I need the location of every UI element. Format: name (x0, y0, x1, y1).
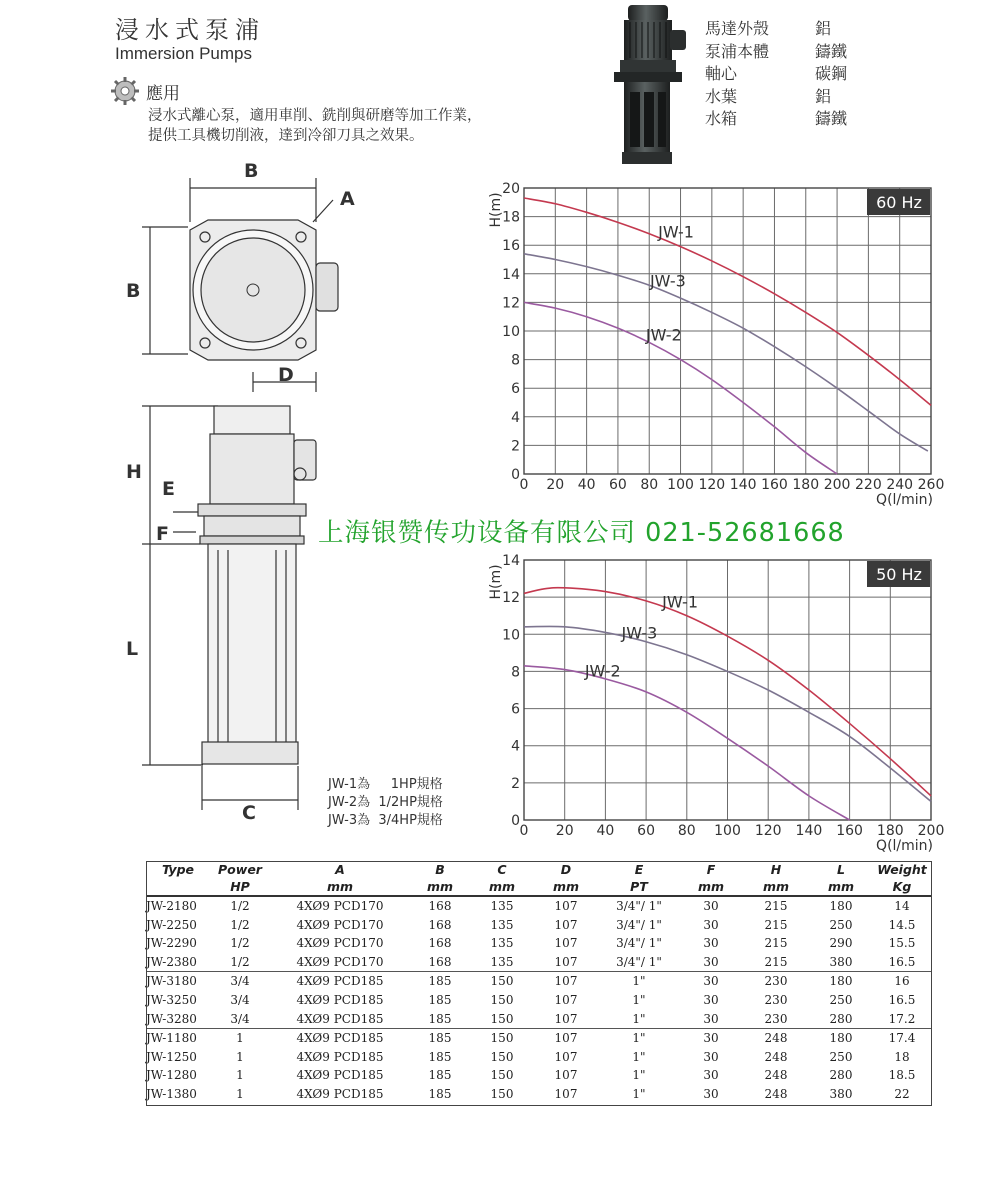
table-cell: 185 (428, 1068, 452, 1083)
dimension-drawing (118, 160, 358, 832)
table-cell: 30 (680, 972, 742, 991)
table-cell: 30 (703, 899, 719, 913)
specification-table (146, 861, 932, 1104)
material-value: 鋁 (815, 86, 832, 106)
table-cell: 107 (554, 992, 578, 1007)
table-cell: JW-2290 (146, 936, 197, 951)
table-cell: JW-2180 (146, 899, 197, 913)
table-cell: 22 (894, 1086, 910, 1101)
y-tick-label: 8 (511, 664, 520, 681)
table-cell: 1/2 (230, 899, 250, 913)
table-cell: 1" (632, 1011, 646, 1026)
y-tick-label: 10 (502, 324, 520, 340)
label-h: H (126, 461, 142, 483)
table-cell: 180 (829, 899, 853, 913)
table-header-unit: mm (270, 878, 410, 896)
table-cell: 107 (554, 917, 578, 932)
table-cell: 135 (490, 936, 514, 951)
x-tick-label: 60 (637, 823, 656, 839)
x-tick-label: 260 (917, 477, 945, 493)
table-cell: 168 (428, 917, 452, 932)
table-header-unit: mm (534, 878, 598, 896)
x-tick-label: 220 (855, 477, 882, 493)
table-cell: 4XØ9 PCD170 (296, 936, 384, 951)
table-cell: 1" (632, 1068, 646, 1083)
table-cell: 14 (894, 899, 910, 913)
spec-note-jw1: JW-1為 1HP規格 (328, 777, 443, 792)
table-cell: 185 (428, 1086, 452, 1101)
x-tick-label: 140 (729, 477, 757, 493)
table-row (146, 1029, 932, 1048)
table-cell: 16.5 (888, 992, 916, 1007)
table-header: C (497, 862, 507, 877)
table-cell: 215 (764, 899, 788, 913)
table-cell: 248 (742, 1029, 810, 1048)
pump-curve-chart-50hz (470, 550, 960, 855)
table-cell: 250 (829, 992, 853, 1007)
table-cell: 107 (554, 1068, 578, 1083)
application-line-1: 浸水式離心泵，適用車削、銑削與研磨等加工作業， (148, 108, 482, 124)
table-cell: 3/4"/ 1" (616, 899, 662, 913)
series-label-jw-3: JW-3 (621, 623, 658, 643)
table-cell: 185 (410, 972, 470, 991)
table-cell: 30 (703, 1086, 719, 1101)
table-row (146, 972, 932, 991)
x-tick-label: 40 (596, 823, 615, 839)
company-watermark: 上海银赞传功设备有限公司 021-52681668 (318, 518, 845, 548)
table-header-unit (146, 878, 210, 896)
material-part: 水箱 (705, 109, 738, 128)
table-cell: 1 (236, 1049, 244, 1064)
y-axis-label: H(m) (488, 192, 504, 228)
table-row (146, 953, 932, 972)
y-tick-label: 6 (511, 381, 520, 398)
table-header-unit: mm (680, 878, 742, 896)
table-header: D (560, 862, 572, 877)
pump-column (208, 544, 296, 750)
pump-photo (600, 0, 700, 170)
table-cell: 215 (764, 936, 788, 951)
y-tick-label: 14 (502, 553, 520, 569)
gear-icon (110, 76, 140, 106)
pump-curve-chart-60hz (470, 178, 960, 508)
table-cell: 15.5 (888, 936, 916, 951)
table-header: A (335, 862, 345, 877)
table-cell: 168 (428, 936, 452, 951)
table-cell: 30 (703, 1068, 719, 1083)
table-cell: 30 (703, 917, 719, 932)
y-tick-label: 8 (511, 352, 520, 369)
y-tick-label: 2 (511, 775, 520, 792)
y-tick-label: 14 (502, 266, 520, 283)
y-tick-label: 20 (502, 181, 520, 197)
table-row (146, 896, 932, 916)
table-cell: 3/4 (230, 1011, 250, 1026)
y-tick-label: 6 (511, 701, 520, 718)
label-l: L (126, 638, 139, 660)
x-tick-label: 200 (917, 823, 945, 839)
table-header: H (770, 862, 782, 877)
series-line-jw-3 (524, 254, 928, 451)
table-cell: 1" (632, 1086, 646, 1101)
table-header: E (634, 862, 644, 877)
label-f: F (156, 523, 169, 545)
x-tick-label: 160 (761, 477, 788, 493)
spec-note-jw2: JW-2為 1/2HP規格 (328, 795, 443, 810)
table-cell: 150 (490, 1068, 514, 1083)
x-tick-label: 40 (577, 477, 596, 493)
material-part: 水葉 (705, 86, 738, 106)
table-cell: 168 (428, 899, 452, 913)
table-header-unit: mm (470, 878, 534, 896)
x-tick-label: 140 (795, 823, 823, 839)
y-tick-label: 0 (511, 467, 520, 483)
material-value: 鑄鐵 (815, 109, 848, 128)
x-tick-label: 20 (555, 823, 574, 839)
x-tick-label: 60 (609, 477, 627, 493)
table-cell: 4XØ9 PCD170 (296, 954, 384, 969)
table-cell: 107 (554, 899, 578, 913)
table-header-unit: HP (210, 878, 270, 896)
table-cell: JW-1380 (146, 1086, 197, 1101)
table-cell: 30 (703, 954, 719, 969)
table-cell: 4XØ9 PCD185 (270, 972, 410, 991)
table-cell: JW-3250 (146, 992, 197, 1007)
x-tick-label: 120 (754, 823, 782, 839)
table-cell: JW-1280 (146, 1068, 197, 1083)
table-cell: 135 (490, 917, 514, 932)
label-c: C (242, 802, 256, 824)
frequency-badge: 60 Hz (876, 193, 922, 212)
table-cell: 107 (554, 1049, 578, 1064)
spec-note-jw3: JW-3為 3/4HP規格 (328, 813, 443, 828)
x-tick-label: 180 (792, 477, 820, 493)
table-cell: 16 (872, 972, 932, 991)
table-cell: 4XØ9 PCD185 (296, 1086, 384, 1101)
y-tick-label: 16 (502, 238, 520, 255)
y-tick-label: 4 (511, 738, 520, 755)
x-axis-label: Q(l/min) (876, 492, 933, 508)
y-tick-label: 2 (511, 438, 520, 455)
x-tick-label: 80 (677, 823, 696, 839)
table-cell: 3/4"/ 1" (616, 917, 662, 932)
x-tick-label: 200 (823, 477, 851, 493)
table-cell: 150 (470, 972, 534, 991)
table-cell: 230 (764, 992, 788, 1007)
application-label: 應用 (146, 83, 180, 104)
table-cell: 280 (829, 1011, 853, 1026)
table-cell: 248 (764, 1086, 788, 1101)
table-cell: 107 (554, 1011, 578, 1026)
table-cell: JW-1180 (146, 1029, 210, 1048)
table-cell: 18 (894, 1049, 910, 1064)
material-part: 軸心 (705, 64, 738, 83)
table-cell: 18.5 (888, 1068, 916, 1083)
label-a: A (340, 188, 355, 210)
table-cell: 3/4"/ 1" (616, 936, 662, 951)
application-description (148, 106, 578, 146)
table-cell: 1/2 (230, 936, 250, 951)
table-cell: 250 (829, 917, 853, 932)
table-cell: 1" (598, 1029, 680, 1048)
x-tick-label: 180 (876, 823, 904, 839)
series-label-jw-2: JW-2 (645, 325, 682, 345)
x-tick-label: 100 (714, 823, 741, 839)
page-title-english: Immersion Pumps (115, 44, 252, 63)
table-cell: 380 (829, 1086, 853, 1101)
table-cell: 1/2 (230, 954, 250, 969)
table-cell: 3/4 (230, 992, 250, 1007)
table-cell: 150 (490, 1049, 514, 1064)
table-cell: 17.2 (888, 1011, 916, 1026)
y-tick-label: 0 (511, 813, 520, 829)
table-cell: 4XØ9 PCD185 (296, 992, 384, 1007)
table-cell: 280 (829, 1068, 853, 1083)
power-spec-notes (328, 776, 443, 830)
y-tick-label: 10 (502, 627, 520, 644)
table-cell: 17.4 (872, 1029, 932, 1048)
table-cell: 4XØ9 PCD185 (296, 1049, 384, 1064)
table-cell: 215 (764, 954, 788, 969)
material-value: 碳鋼 (815, 64, 848, 83)
table-cell: 180 (810, 1029, 872, 1048)
table-cell: JW-2250 (146, 917, 197, 932)
page-title-chinese: 浸水式泵浦 (115, 16, 265, 44)
table-cell: 107 (534, 972, 598, 991)
table-cell: 4XØ9 PCD170 (296, 899, 384, 913)
table-cell: 185 (428, 1049, 452, 1064)
table-header: Type (161, 862, 195, 877)
table-cell: 1 (236, 1086, 244, 1101)
table-cell: 135 (490, 899, 514, 913)
table-header: F (706, 862, 716, 877)
y-axis-label: H(m) (488, 564, 504, 600)
table-header-unit: Kg (872, 878, 932, 896)
x-tick-label: 0 (519, 477, 529, 493)
motor-cap (214, 406, 290, 434)
series-label-jw-2: JW-2 (584, 661, 621, 681)
table-cell: JW-2380 (146, 954, 197, 969)
x-tick-label: 100 (667, 477, 694, 493)
table-cell: 150 (470, 1029, 534, 1048)
table-cell: 150 (490, 992, 514, 1007)
application-heading (110, 76, 180, 106)
material-value: 鋁 (815, 19, 832, 38)
table-cell: 107 (534, 1029, 598, 1048)
label-b-side: B (126, 280, 141, 302)
table-cell: 150 (490, 1011, 514, 1026)
materials-list (705, 18, 847, 131)
label-d: D (278, 364, 294, 386)
table-cell: 3/4 (210, 972, 270, 991)
table-header: Weight (877, 862, 927, 877)
table-cell: 215 (764, 917, 788, 932)
table-cell: 30 (680, 1029, 742, 1048)
table-cell: 1/2 (230, 917, 250, 932)
table-cell: 290 (829, 936, 853, 951)
table-cell: 135 (490, 954, 514, 969)
table-cell: 1 (210, 1029, 270, 1048)
material-row (705, 108, 847, 131)
table-cell: JW-3280 (146, 1011, 197, 1026)
x-axis-label: Q(l/min) (876, 838, 933, 854)
table-cell: 30 (703, 1049, 719, 1064)
table-row (146, 1066, 932, 1085)
material-row (705, 63, 847, 86)
series-line-jw-1 (524, 198, 931, 405)
table-header-unit: mm (810, 878, 872, 896)
table-cell: 185 (410, 1029, 470, 1048)
material-row (705, 41, 847, 64)
table-row (146, 1048, 932, 1067)
table-cell: 30 (703, 936, 719, 951)
x-tick-label: 80 (640, 477, 659, 493)
table-row (146, 916, 932, 935)
table-row (146, 991, 932, 1010)
table-cell: 1" (632, 992, 646, 1007)
table-cell: 230 (764, 1011, 788, 1026)
table-cell: 168 (428, 954, 452, 969)
table-cell: 107 (554, 1086, 578, 1101)
y-tick-label: 12 (502, 295, 520, 312)
table-header: B (435, 862, 445, 877)
x-tick-label: 0 (519, 823, 529, 839)
table-header-unit: mm (742, 878, 810, 896)
table-row (146, 934, 932, 953)
table-cell: 230 (742, 972, 810, 991)
motor-body (210, 434, 294, 504)
material-row (705, 18, 847, 41)
table-header: L (837, 862, 845, 877)
table-cell: 107 (554, 936, 578, 951)
table-cell: 185 (428, 992, 452, 1007)
label-b-top: B (244, 160, 259, 182)
table-cell: 180 (810, 972, 872, 991)
table-cell: 4XØ9 PCD185 (270, 1029, 410, 1048)
x-tick-label: 20 (546, 477, 565, 493)
table-header-unit: PT (598, 878, 680, 896)
x-tick-label: 240 (886, 477, 914, 493)
table-header-unit: mm (410, 878, 470, 896)
application-line-2: 提供工具機切削液，達到冷卻刀具之效果。 (148, 128, 424, 144)
series-label-jw-1: JW-1 (658, 222, 694, 242)
table-cell: 185 (428, 1011, 452, 1026)
table-cell: 3/4"/ 1" (616, 954, 662, 969)
table-cell: 1" (598, 972, 680, 991)
table-header: Power (218, 862, 262, 877)
y-tick-label: 18 (502, 209, 520, 226)
table-cell: 150 (490, 1086, 514, 1101)
table-row (146, 1085, 932, 1104)
y-tick-label: 4 (511, 409, 520, 426)
table-row (146, 1010, 932, 1029)
table-cell: 16.5 (888, 954, 916, 969)
table-cell: JW-3180 (146, 972, 210, 991)
table-cell: 30 (703, 1011, 719, 1026)
y-tick-label: 12 (502, 590, 520, 607)
table-cell: 30 (703, 992, 719, 1007)
table-cell: 250 (829, 1049, 853, 1064)
table-cell: 4XØ9 PCD185 (296, 1068, 384, 1083)
table-cell: 380 (829, 954, 853, 969)
material-part: 泵浦本體 (705, 41, 770, 61)
x-tick-label: 160 (836, 823, 863, 839)
table-cell: 4XØ9 PCD185 (296, 1011, 384, 1026)
series-label-jw-1: JW-1 (662, 592, 699, 612)
material-row (705, 86, 847, 109)
frequency-badge: 50 Hz (876, 565, 922, 584)
series-label-jw-3: JW-3 (649, 271, 686, 291)
material-part: 馬達外殼 (705, 19, 770, 38)
table-cell: 1 (236, 1068, 244, 1083)
material-value: 鑄鐵 (815, 41, 848, 61)
x-tick-label: 120 (698, 477, 726, 493)
table-cell: 1" (632, 1049, 646, 1064)
table-cell: 248 (764, 1068, 788, 1083)
table-cell: 248 (764, 1049, 788, 1064)
table-cell: JW-1250 (146, 1049, 197, 1064)
table-cell: 107 (554, 954, 578, 969)
table-cell: 14.5 (888, 917, 916, 932)
table-cell: 4XØ9 PCD170 (296, 917, 384, 932)
label-e: E (162, 478, 175, 500)
